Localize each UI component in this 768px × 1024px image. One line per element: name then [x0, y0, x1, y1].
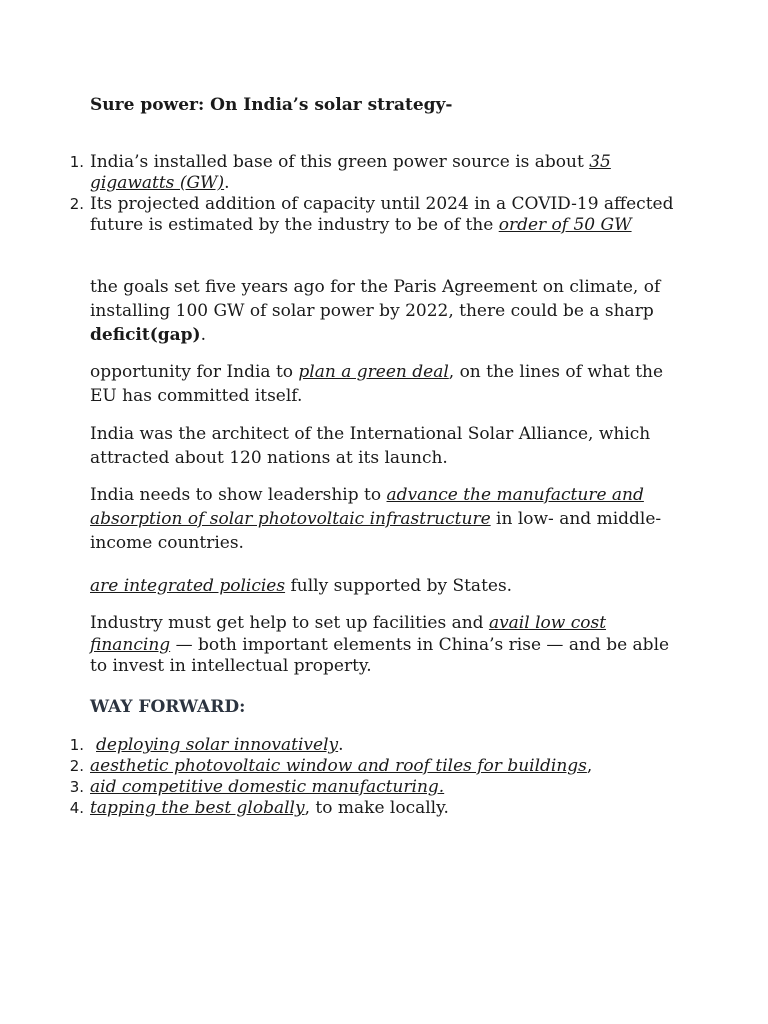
list-item: [69, 756, 690, 777]
list-item-text: India’s installed base of this green power source is about: [90, 152, 590, 172]
paragraph-text: the goals set five years ago for the Paris Agreement on climate, of installing 100 GW of solar power by 2022, there could be a sharp: [90, 277, 661, 321]
underlined-phrase: are integrated policies: [90, 576, 286, 596]
facts-list: [69, 152, 690, 236]
paragraph-text-end: .: [200, 325, 207, 345]
underlined-phrase: deploying solar innovatively: [96, 735, 339, 755]
list-number: 4.: [69, 799, 84, 817]
page-title: Sure power: On India’s solar strategy-: [90, 95, 453, 115]
list-item-text-end: .: [338, 735, 344, 755]
paragraph-leadership: [90, 483, 680, 555]
list-item-text-end: ,: [586, 756, 593, 776]
list-item: [69, 194, 690, 236]
list-item-text: Its projected addition of capacity until 2024 in a COVID-19 affected future is estimated by the industry to be of the: [90, 194, 674, 235]
list-item-text-end: .: [224, 173, 230, 193]
paragraph-text-end: fully supported by States.: [285, 576, 513, 596]
bold-phrase: deficit(gap): [90, 325, 201, 345]
paragraph-paris-goals: [90, 275, 680, 347]
underlined-phrase: plan a green deal: [298, 362, 449, 382]
underlined-phrase: tapping the best globally: [90, 798, 305, 818]
underlined-phrase: avail low cost financing: [90, 613, 607, 655]
list-item: [69, 735, 690, 756]
paragraph-text-end: — both important elements in China’s rise — and be able to invest in intellectual property.: [90, 634, 670, 676]
list-number: 2.: [69, 757, 84, 775]
list-number: 2.: [69, 195, 84, 213]
underlined-phrase: order of 50 GW: [498, 215, 632, 235]
paragraph-policies: [90, 574, 680, 598]
paragraph-text: opportunity for India to: [90, 362, 299, 382]
paragraph-text: India needs to show leadership to: [90, 485, 387, 505]
list-item: [69, 152, 690, 194]
underlined-phrase: aid competitive domestic manufacturing.: [90, 777, 445, 797]
underlined-phrase: advance the manufacture and absorption of solar photovoltaic infrastructure: [90, 485, 644, 529]
list-number: 3.: [69, 778, 84, 796]
paragraph-solar-alliance: India was the architect of the International Solar Alliance, which attracted about 120 nations at its launch.: [90, 424, 651, 468]
paragraph-text-end: in low- and middle-income countries.: [90, 509, 662, 553]
underlined-phrase: 35 gigawatts (GW): [90, 152, 611, 193]
paragraph-green-deal: [90, 360, 680, 408]
list-item: [69, 798, 690, 819]
section-heading: WAY FORWARD:: [90, 697, 246, 717]
underlined-phrase: aesthetic photovoltaic window and roof tiles for buildings: [90, 756, 587, 776]
paragraph-industry: [90, 613, 680, 678]
list-item: [69, 777, 690, 798]
paragraph-text-end: , on the lines of what the EU has committed itself.: [90, 362, 664, 406]
list-item-text-end: , to make locally.: [304, 798, 449, 818]
list-number: 1.: [69, 153, 84, 171]
way-forward-list: [69, 735, 690, 819]
list-number: 1.: [69, 736, 84, 754]
paragraph-text: Industry must get help to set up facilities and: [90, 613, 489, 633]
